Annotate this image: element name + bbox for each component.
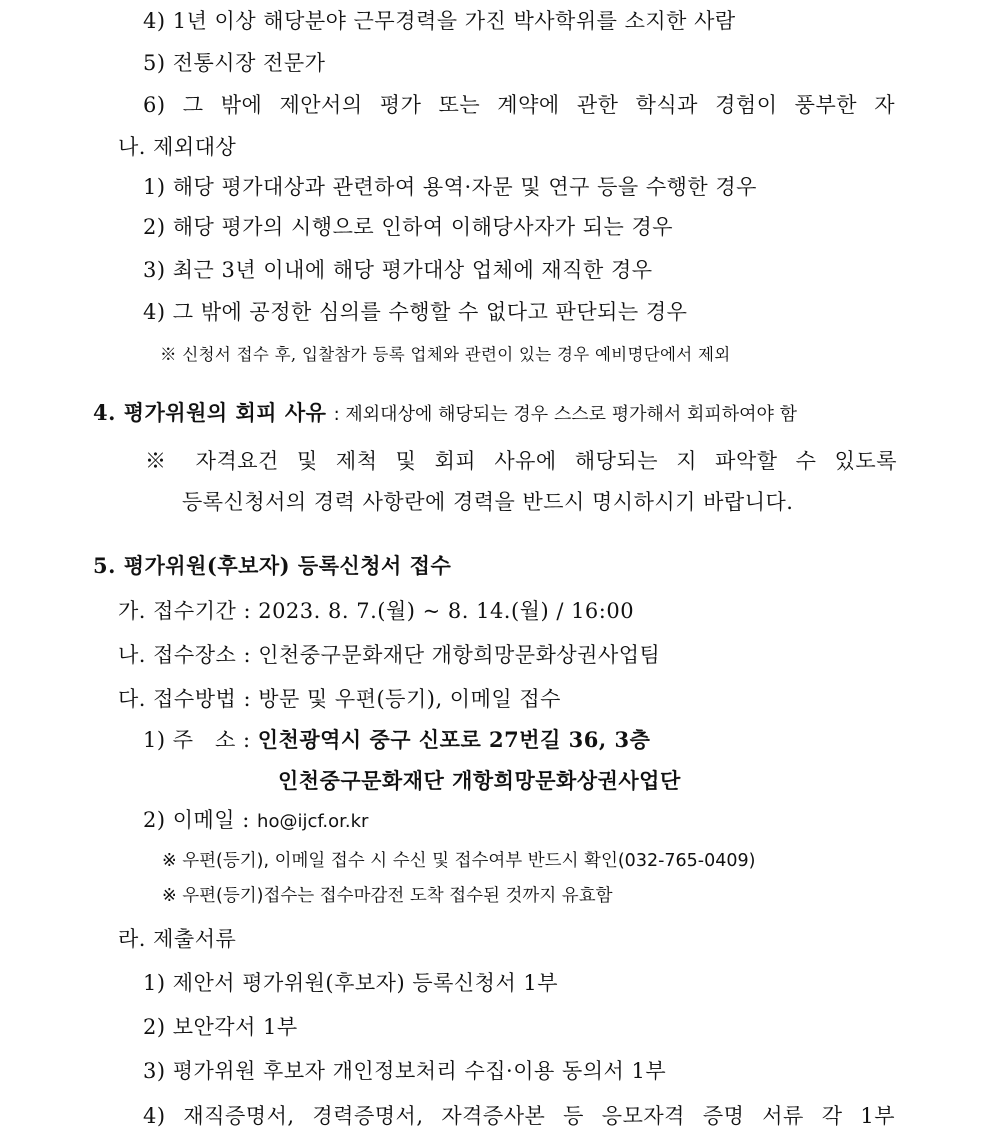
reception-note-1: ※ 우편(등기), 이메일 접수 시 수신 및 접수여부 반드시 확인(032-765-0409) [162,851,756,871]
address-line2: 인천중구문화재단 개항희망문화상권사업단 [278,768,681,793]
exclusion-item: 2) 해당 평가의 시행으로 인하여 이해당사자가 되는 경우 [143,215,674,239]
exclusion-item: 1) 해당 평가대상과 관련하여 용역·자문 및 연구 등을 수행한 경우 [143,175,757,199]
email-row [143,805,368,837]
exclusion-item: 4) 그 밖에 공정한 심의를 수행할 수 없다고 판단되는 경우 [143,300,688,324]
section4-note-line2: 등록신청서의 경력 사항란에 경력을 반드시 명시하시기 바랍니다. [182,490,794,514]
exclusion-note: ※ 신청서 접수 후, 입찰참가 등록 업체와 관련이 있는 경우 예비명단에서 제외 [160,345,731,364]
document-item: 1) 제안서 평가위원(후보자) 등록신청서 1부 [143,971,559,995]
qualification-item-5: 5) 전통시장 전문가 [143,51,326,75]
qualification-item-4: 4) 1년 이상 해당분야 근무경력을 가진 박사학위를 소지한 사람 [143,9,736,33]
document-item: 4) 재직증명서, 경력증명서, 자격증사본 등 응모자격 증명 서류 각 1부 [143,1104,895,1128]
reception-period: 가. 접수기간 : 2023. 8. 7.(월) ~ 8. 14.(월) / 16:00 [118,599,635,623]
reception-note-2: ※ 우편(등기)접수는 접수마감전 도착 접수된 것까지 유효함 [162,886,613,906]
section5-title: 5. 평가위원(후보자) 등록신청서 접수 [93,553,452,578]
exclusion-item: 3) 최근 3년 이내에 해당 평가대상 업체에 재직한 경우 [143,258,653,282]
email-address: ho@ijcf.or.kr [257,811,369,832]
document-item: 3) 평가위원 후보자 개인정보처리 수집·이용 동의서 1부 [143,1059,667,1083]
address-label: 1) 주 소 : [143,728,251,752]
section4-note-line1: ※ 자격요건 및 제척 및 회피 사유에 해당되는 지 파악할 수 있도록 [145,449,897,473]
exclusion-heading: 나. 제외대상 [118,135,237,159]
section4-heading-row [93,398,797,430]
document-item: 2) 보안각서 1부 [143,1015,298,1039]
qualification-item-6: 6) 그 밖에 제안서의 평가 또는 계약에 관한 학식과 경험이 풍부한 자 [143,93,895,117]
email-label: 2) 이메일 : [143,808,250,832]
reception-method: 다. 접수방법 : 방문 및 우편(등기), 이메일 접수 [118,687,561,711]
section4-description: : 제외대상에 해당되는 경우 스스로 평가해서 회피하여야 함 [333,404,798,425]
reception-place: 나. 접수장소 : 인천중구문화재단 개항희망문화상권사업팀 [118,643,661,667]
address-line1: 인천광역시 중구 신포로 27번길 36, 3층 [257,727,651,752]
address-row [143,725,650,755]
section4-title: 4. 평가위원의 회피 사유 [93,400,327,425]
documents-heading: 라. 제출서류 [118,927,237,951]
